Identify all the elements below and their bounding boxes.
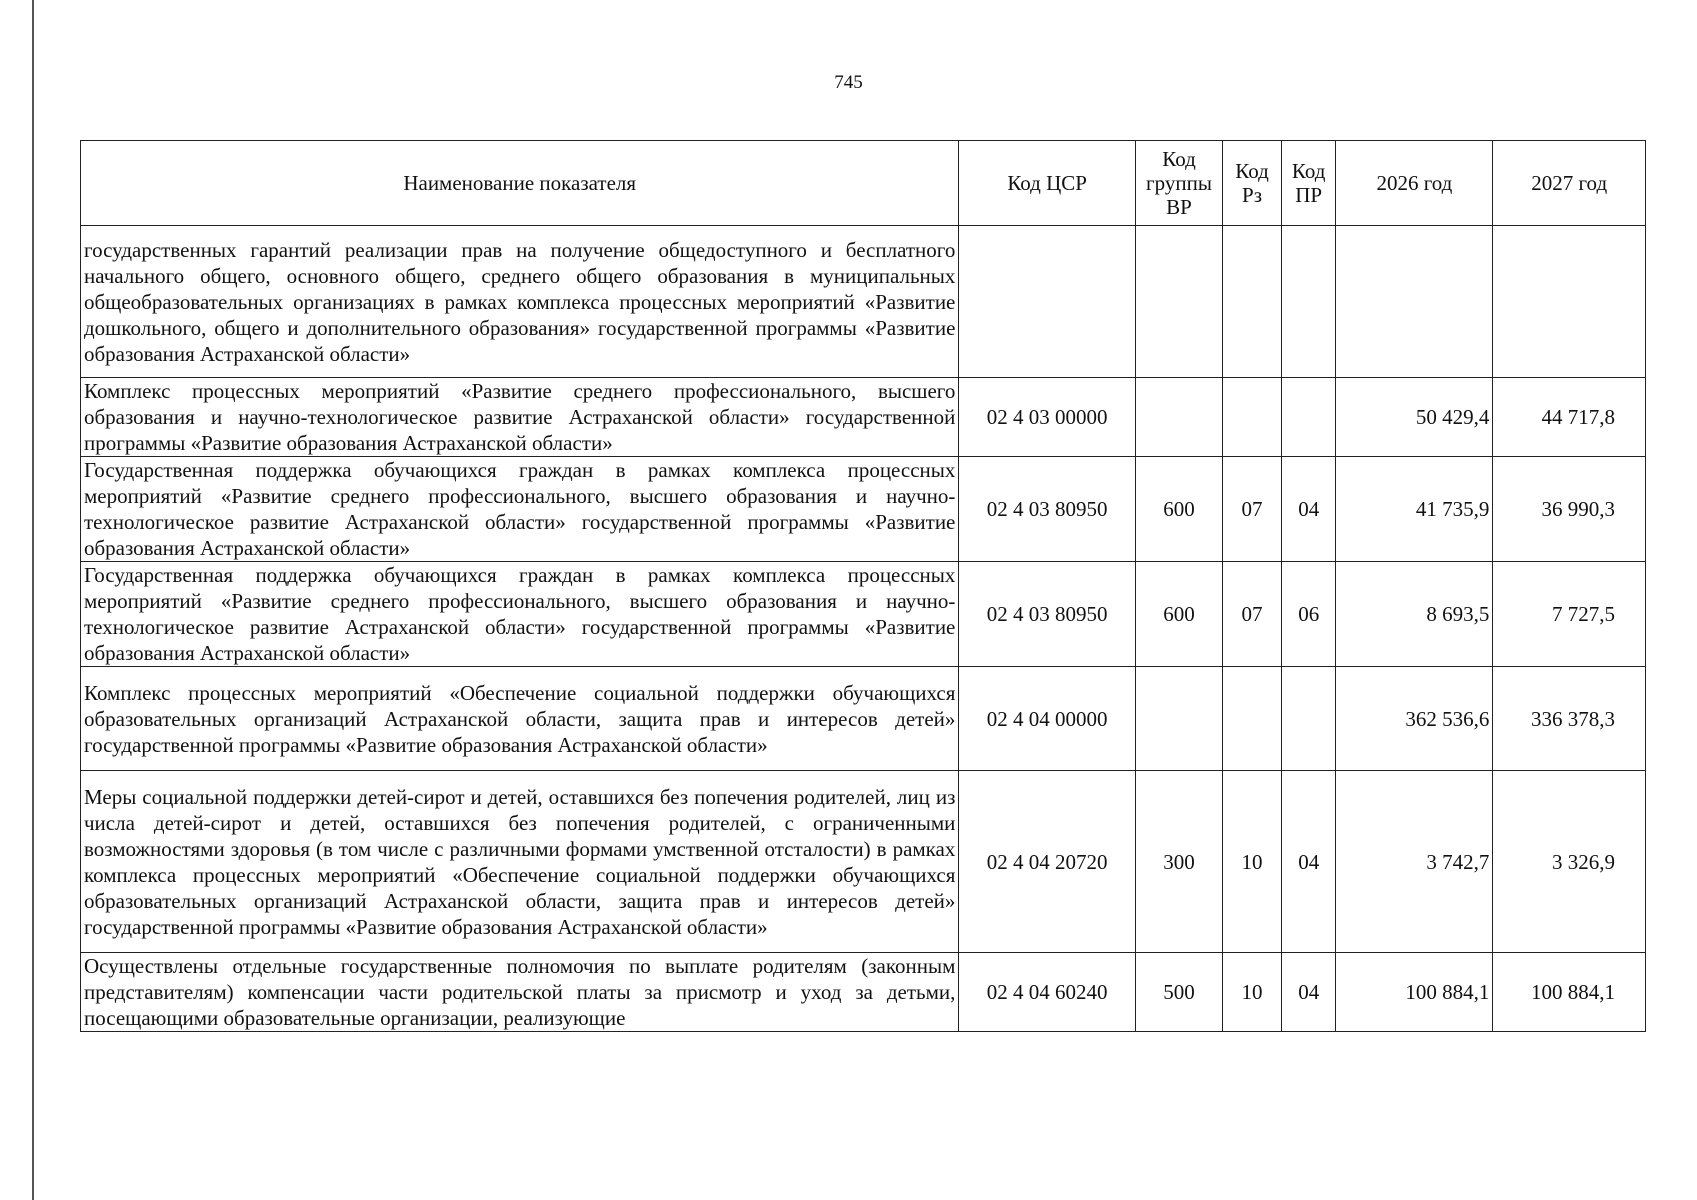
row-2027: 100 884,1: [1493, 953, 1646, 1032]
row-name: Государственная поддержка обучающихся граждан в рамках комплекса процессных мероприятий «Развитие среднего профессионального, высшего образования и научно-технологическое развитие Астраханской области» государственной программы «Развитие образования Астраханской области»: [81, 457, 959, 562]
row-2027: 3 326,9: [1493, 771, 1646, 953]
row-csr: [959, 226, 1136, 378]
row-rz: 07: [1223, 457, 1282, 562]
table-row: [81, 226, 1646, 378]
header-vr: Код группы ВР: [1135, 141, 1222, 226]
row-csr: 02 4 03 80950: [959, 562, 1136, 667]
table-row: [81, 378, 1646, 457]
row-csr: 02 4 04 00000: [959, 667, 1136, 771]
row-rz: [1223, 226, 1282, 378]
row-2026: 8 693,5: [1336, 562, 1493, 667]
header-2026: 2026 год: [1336, 141, 1493, 226]
row-2026: 100 884,1: [1336, 953, 1493, 1032]
header-2027: 2027 год: [1493, 141, 1646, 226]
row-pr: 04: [1281, 457, 1335, 562]
row-vr: 500: [1135, 953, 1222, 1032]
row-rz: [1223, 378, 1282, 457]
row-2027: 44 717,8: [1493, 378, 1646, 457]
row-rz: [1223, 667, 1282, 771]
row-csr: 02 4 03 00000: [959, 378, 1136, 457]
row-pr: [1281, 226, 1335, 378]
row-2027: 336 378,3: [1493, 667, 1646, 771]
row-csr: 02 4 04 20720: [959, 771, 1136, 953]
row-2026: 41 735,9: [1336, 457, 1493, 562]
row-2026: [1336, 226, 1493, 378]
row-vr: 600: [1135, 562, 1222, 667]
row-vr: [1135, 667, 1222, 771]
header-pr: Код ПР: [1281, 141, 1335, 226]
row-2026: 3 742,7: [1336, 771, 1493, 953]
table-row: [81, 562, 1646, 667]
row-name: Осуществлены отдельные государственные полномочия по выплате родителям (законным представителям) компенсации части родительской платы за присмотр и уход за детьми, посещающими образовательные организации, реализующие: [81, 953, 959, 1032]
row-rz: 07: [1223, 562, 1282, 667]
table-header-row: [81, 141, 1646, 226]
row-csr: 02 4 04 60240: [959, 953, 1136, 1032]
header-rz: Код Рз: [1223, 141, 1282, 226]
table-row: [81, 953, 1646, 1032]
page-number: 745: [834, 72, 863, 93]
row-pr: 04: [1281, 953, 1335, 1032]
row-rz: 10: [1223, 771, 1282, 953]
row-2027: 36 990,3: [1493, 457, 1646, 562]
row-vr: [1135, 378, 1222, 457]
row-pr: [1281, 667, 1335, 771]
row-pr: 04: [1281, 771, 1335, 953]
row-vr: [1135, 226, 1222, 378]
table-row: [81, 667, 1646, 771]
header-csr: Код ЦСР: [959, 141, 1136, 226]
row-name: Комплекс процессных мероприятий «Развитие среднего профессионального, высшего образования и научно-технологическое развитие Астраханской области» государственной программы «Развитие образования Астраханской области»: [81, 378, 959, 457]
scan-left-edge-line: [32, 0, 34, 1200]
row-2026: 50 429,4: [1336, 378, 1493, 457]
row-name: Комплекс процессных мероприятий «Обеспечение социальной поддержки обучающихся образовательных организаций Астраханской области, защита прав и интересов детей» государственной программы «Развитие образования Астраханской области»: [81, 667, 959, 771]
row-pr: [1281, 378, 1335, 457]
row-name: Меры социальной поддержки детей-сирот и детей, оставшихся без попечения родителей, лиц из числа детей-сирот и детей, оставшихся без попечения родителей, с ограниченными возможностями здоровья (в том числе с различными формами умственной отсталости) в рамках комплекса процессных мероприятий «Обеспечение социальной поддержки обучающихся образовательных организаций Астраханской области, защита прав и интересов детей» государственной программы «Развитие образования Астраханской области»: [81, 771, 959, 953]
row-csr: 02 4 03 80950: [959, 457, 1136, 562]
row-name: государственных гарантий реализации прав на получение общедоступного и бесплатного начального общего, основного общего, среднего общего образования в муниципальных общеобразовательных организациях в рамках комплекса процессных мероприятий «Развитие дошкольного, общего и дополнительного образования» государственной программы «Развитие образования Астраханской области»: [81, 226, 959, 378]
row-2027: 7 727,5: [1493, 562, 1646, 667]
table-row: [81, 457, 1646, 562]
row-pr: 06: [1281, 562, 1335, 667]
header-name: Наименование показателя: [81, 141, 959, 226]
row-rz: 10: [1223, 953, 1282, 1032]
row-2026: 362 536,6: [1336, 667, 1493, 771]
row-2027: [1493, 226, 1646, 378]
row-vr: 600: [1135, 457, 1222, 562]
row-name: Государственная поддержка обучающихся граждан в рамках комплекса процессных мероприятий «Развитие среднего профессионального, высшего образования и научно-технологическое развитие Астраханской области» государственной программы «Развитие образования Астраханской области»: [81, 562, 959, 667]
budget-table: [80, 140, 1646, 1032]
table-row: [81, 771, 1646, 953]
row-vr: 300: [1135, 771, 1222, 953]
